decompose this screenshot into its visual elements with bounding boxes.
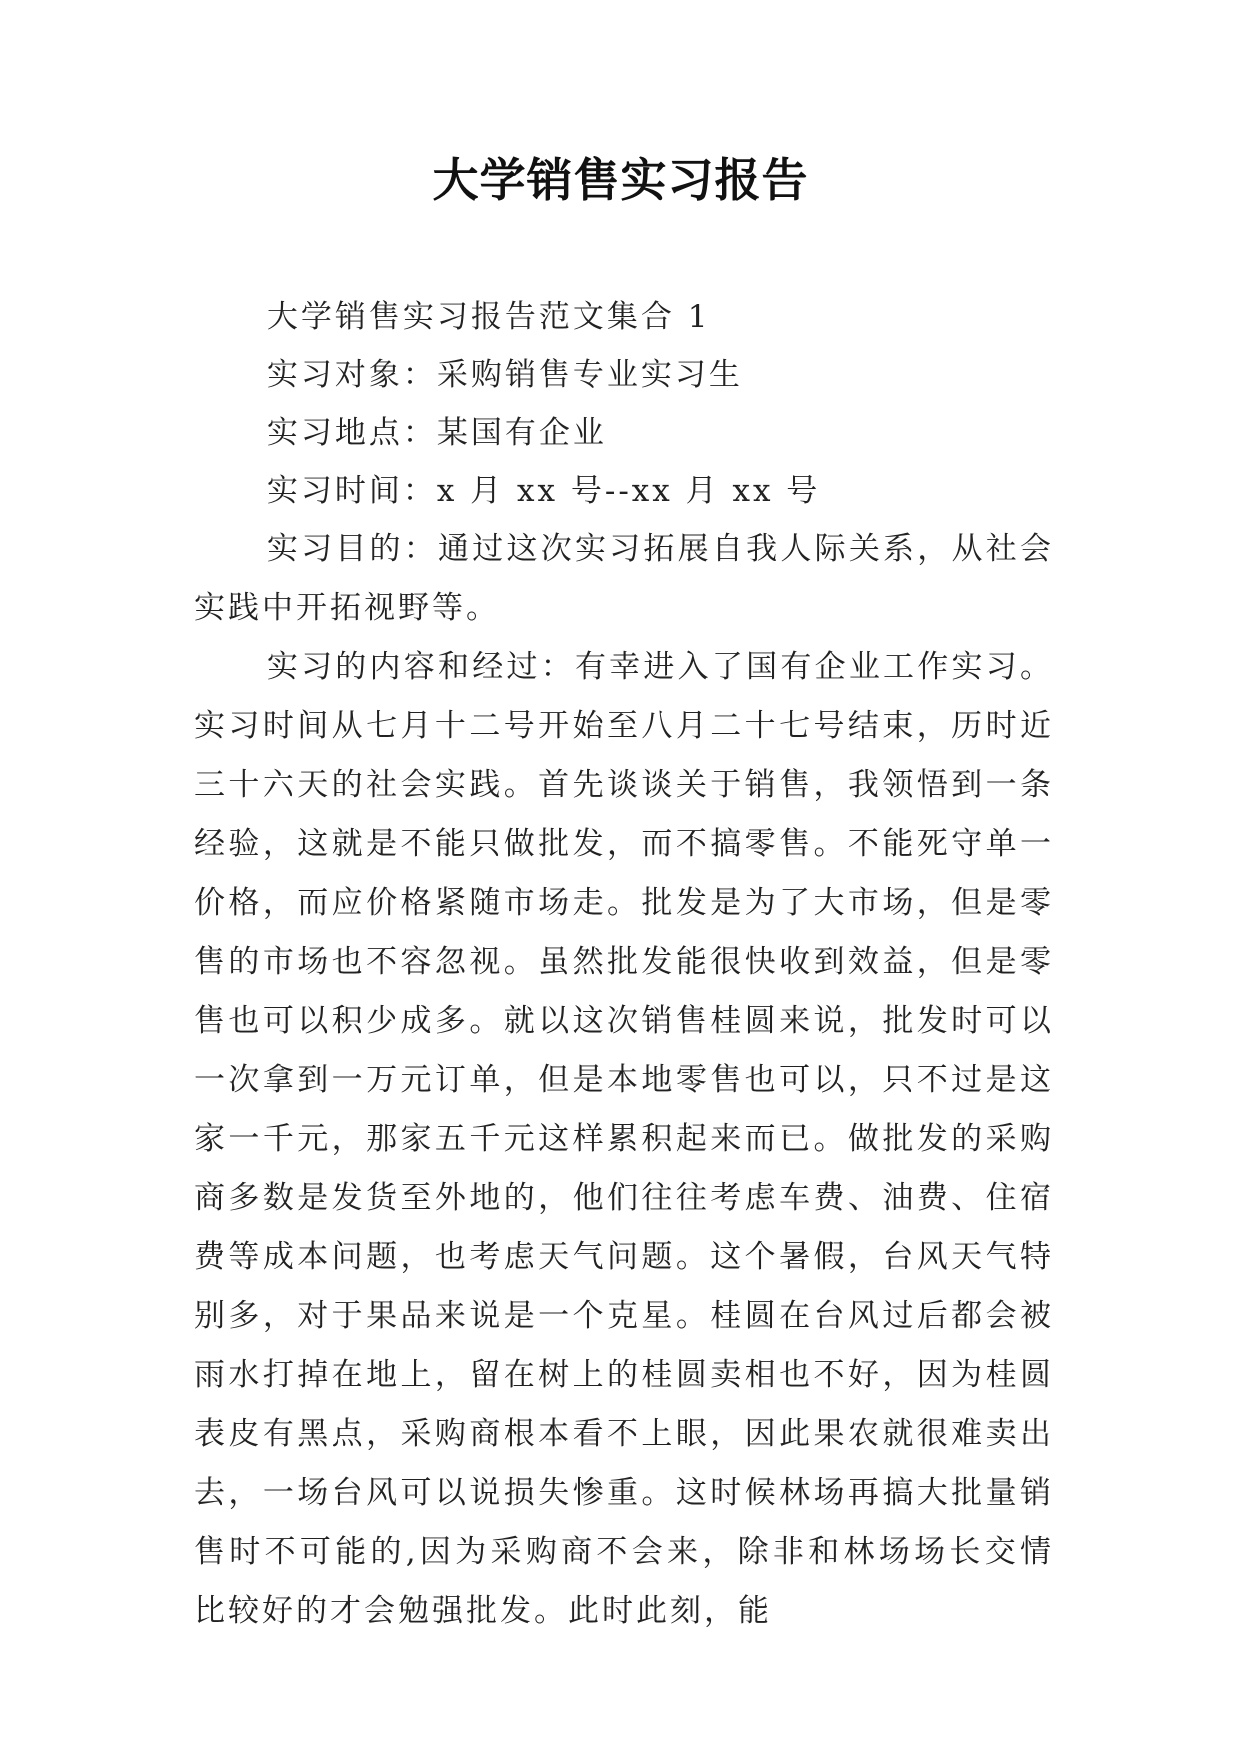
- document-body: [194, 288, 1054, 1641]
- paragraph-intern-content: 实习的内容和经过：有幸进入了国有企业工作实习。实习时间从七月十二号开始至八月二十七号结束，历时近三十六天的社会实践。首先谈谈关于销售，我领悟到一条经验，这就是不能只做批发，而不搞零售。不能死守单一价格，而应价格紧随市场走。批发是为了大市场，但是零售的市场也不容忽视。虽然批发能很快收到效益，但是零售也可以积少成多。就以这次销售桂圆来说，批发时可以一次拿到一万元订单，但是本地零售也可以，只不过是这家一千元，那家五千元这样累积起来而已。做批发的采购商多数是发货至外地的，他们往往考虑车费、油费、住宿费等成本问题，也考虑天气问题。这个暑假，台风天气特别多，对于果品来说是一个克星。桂圆在台风过后都会被雨水打掉在地上，留在树上的桂圆卖相也不好，因为桂圆表皮有黑点，采购商根本看不上眼，因此果农就很难卖出去，一场台风可以说损失惨重。这时候林场再搞大批量销售时不可能的,因为采购商不会来，除非和林场场长交情比较好的才会勉强批发。此时此刻，能: [194, 649, 1054, 1629]
- paragraph-heading: 大学销售实习报告范文集合 1: [266, 299, 711, 335]
- paragraph-intern-location: 实习地点：某国有企业: [266, 415, 607, 451]
- document-title: 大学销售实习报告: [432, 153, 809, 207]
- paragraph-intern-target: 实习对象：采购销售专业实习生: [266, 357, 743, 393]
- paragraph-intern-time: 实习时间：x 月 xx 号--xx 月 xx 号: [266, 473, 821, 509]
- paragraph-intern-purpose: 实习目的：通过这次实习拓展自我人际关系，从社会实践中开拓视野等。: [194, 531, 1054, 626]
